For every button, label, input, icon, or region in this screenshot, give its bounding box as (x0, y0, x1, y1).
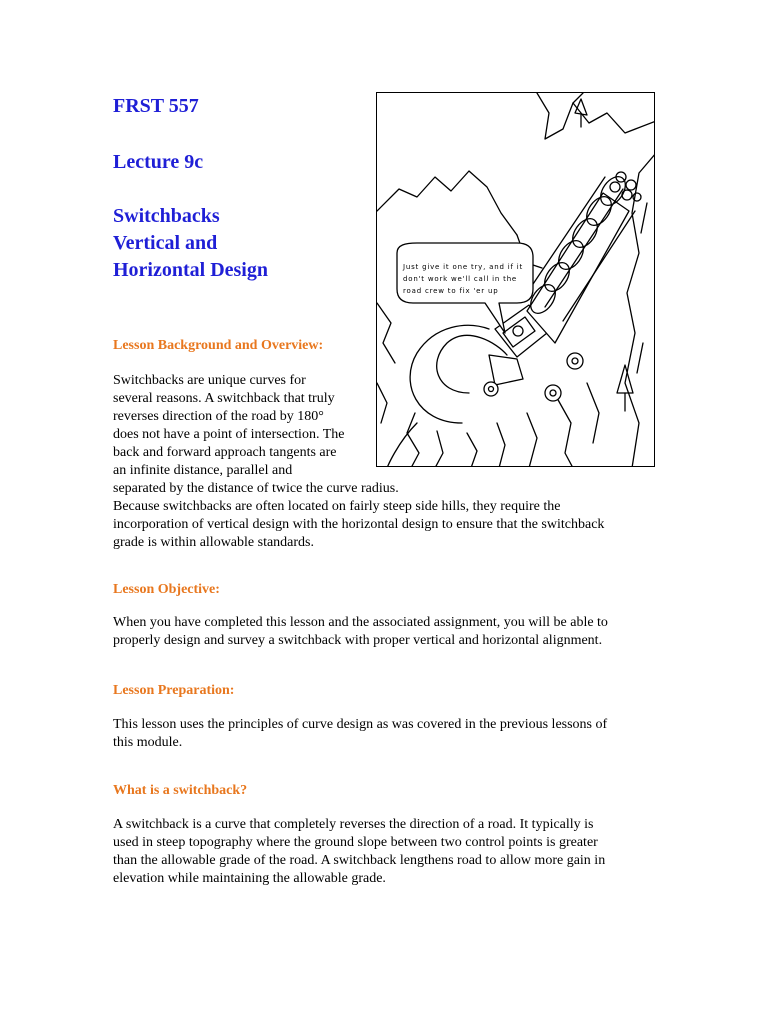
section-heading-preparation: Lesson Preparation: (113, 683, 235, 698)
paragraph-line: grade is within allowable standards. (113, 535, 315, 550)
paragraph-line: Because switchbacks are often located on fairly steep side hills, they require the (113, 499, 561, 514)
background-paragraph (113, 372, 658, 552)
paragraph-line: properly design and survey a switchback with proper vertical and horizontal alignment. (113, 633, 603, 648)
title-line: Switchbacks (113, 205, 220, 227)
paragraph-line: back and forward approach tangents are (113, 445, 337, 460)
paragraph-line: This lesson uses the principles of curve design as was covered in the previous lessons of (113, 717, 608, 732)
preparation-paragraph (113, 716, 658, 752)
speech-line: Just give it one try, and if it (403, 263, 524, 271)
section-heading-objective: Lesson Objective: (113, 582, 220, 597)
paragraph-line: an infinite distance, parallel and (113, 463, 293, 478)
speech-line: road crew to fix 'er up (403, 287, 499, 295)
paragraph-line: this module. (113, 735, 183, 750)
section-heading-what-is: What is a switchback? (113, 783, 248, 798)
paragraph-line: elevation while maintaining the allowable grade. (113, 871, 386, 886)
paragraph-line: When you have completed this lesson and the associated assignment, you will be able to (113, 615, 608, 630)
section-heading-background: Lesson Background and Overview: (113, 338, 324, 353)
title-line: Horizontal Design (113, 259, 268, 281)
paragraph-line: reverses direction of the road by 180° (113, 409, 324, 424)
paragraph-line: several reasons. A switchback that truly (113, 391, 335, 406)
paragraph-line: Switchbacks are unique curves for (113, 373, 306, 388)
paragraph-line: than the allowable grade of the road. A switchback lengthens road to allow more gain in (113, 853, 606, 868)
speech-line: don't work we'll call in the (403, 275, 518, 283)
lecture-title (113, 203, 373, 284)
speech-bubble (403, 261, 523, 297)
title-line: Vertical and (113, 232, 218, 254)
paragraph-line: used in steep topography where the ground slope between two control points is greater (113, 835, 598, 850)
objective-paragraph (113, 614, 658, 650)
paragraph-line: incorporation of vertical design with the horizontal design to ensure that the switchback (113, 517, 605, 532)
course-code: FRST 557 (113, 95, 199, 117)
lecture-number: Lecture 9c (113, 151, 204, 173)
what-is-paragraph (113, 816, 658, 888)
paragraph-line: does not have a point of intersection. The (113, 427, 345, 442)
paragraph-line: separated by the distance of twice the curve radius. (113, 481, 399, 496)
paragraph-line: A switchback is a curve that completely reverses the direction of a road. It typically is (113, 817, 594, 832)
